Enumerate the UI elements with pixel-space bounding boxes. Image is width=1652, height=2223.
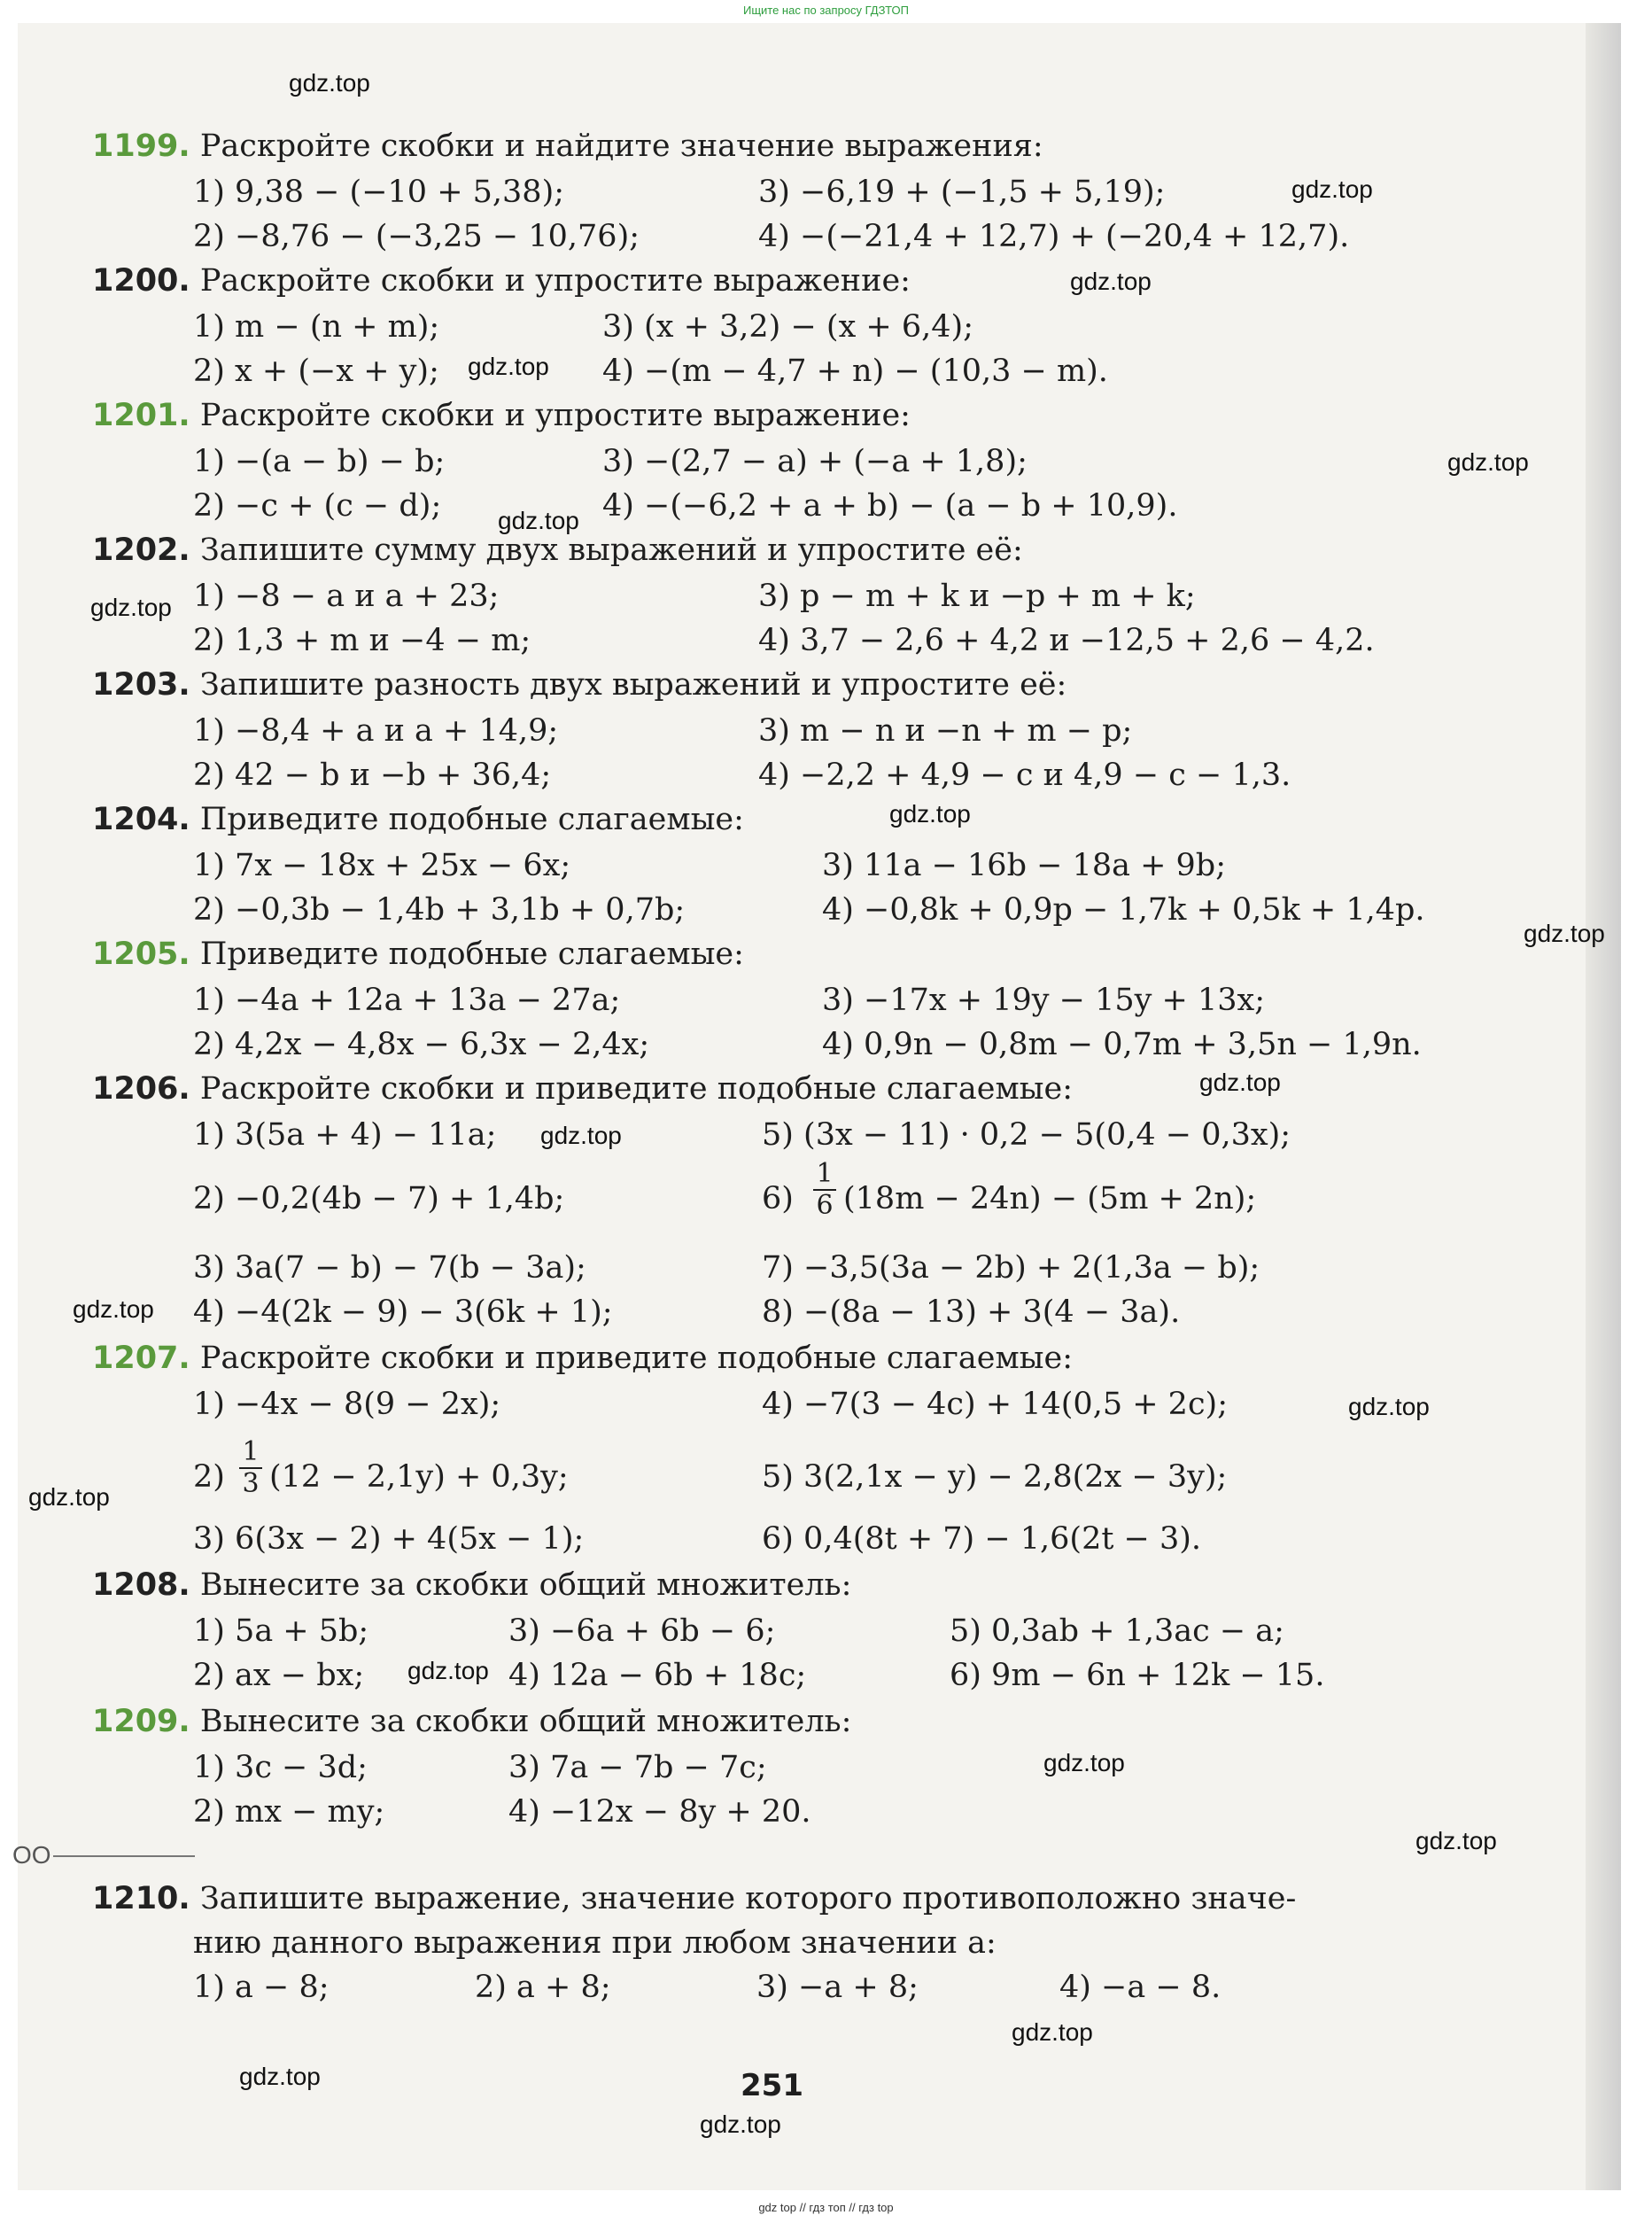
problem-item: 3) −a + 8; [756, 1970, 919, 2005]
watermark: gdz.top [90, 594, 172, 621]
watermark: gdz.top [1415, 1827, 1497, 1854]
problem-item: 4) 0,9n − 0,8m − 0,7m + 3,5n − 1,9n. [822, 1027, 1422, 1062]
problem-item: 1) 3c − 3d; [193, 1750, 368, 1785]
watermark: gdz.top [239, 2063, 321, 2090]
watermark: gdz.top [1348, 1393, 1430, 1420]
problem-number: 1203. [92, 667, 190, 703]
watermark: gdz.top [498, 507, 579, 534]
problem-item: 2) −0,2(4b − 7) + 1,4b; [193, 1181, 565, 1216]
problem-item: 1) −8 − a и a + 23; [193, 579, 500, 614]
problem-item: 4) −a − 8. [1059, 1970, 1222, 2005]
problem-item: 3) −17x + 19y − 15y + 13x; [822, 983, 1266, 1018]
problem-item: 3) p − m + k и −p + m + k; [758, 579, 1196, 614]
problem-item: 1) −8,4 + a и a + 14,9; [193, 713, 559, 749]
problem-item: 2) [193, 1459, 225, 1495]
problem-number: 1204. [92, 802, 190, 837]
problem-title: Запишите сумму двух выражений и упростите её: [199, 532, 1023, 568]
fraction-numerator: 1 [239, 1439, 262, 1469]
problem-item: 5) 0,3ab + 1,3ac − a; [950, 1613, 1284, 1649]
fraction-denominator: 6 [816, 1190, 834, 1221]
problem-item: 1) m − (n + m); [193, 309, 440, 345]
problem-item: 3) 7a − 7b − 7c; [508, 1750, 767, 1785]
problem-title: Раскройте скобки и приведите подобные слагаемые: [199, 1071, 1074, 1107]
problem-item: 5) (3x − 11) · 0,2 − 5(0,4 − 0,3x); [762, 1117, 1291, 1153]
watermark: gdz.top [1524, 920, 1605, 947]
problem-title: Запишите разность двух выражений и упростите её: [199, 667, 1067, 703]
problem-title-continued: нию данного выражения при любом значении a: [193, 1925, 997, 1961]
problem-item: 2) ax − bx; [193, 1658, 365, 1693]
problem-title: Приведите подобные слагаемые: [199, 937, 744, 972]
fraction-denominator: 3 [242, 1468, 260, 1499]
watermark: gdz.top [468, 353, 549, 380]
problem-1207-heading [92, 1343, 1073, 1374]
problem-item: (12 − 2,1y) + 0,3y; [269, 1459, 569, 1495]
problem-item: 1) −4x − 8(9 − 2x); [193, 1387, 501, 1422]
problem-1202-heading [92, 532, 1023, 568]
problem-item: 3) −6,19 + (−1,5 + 5,19); [758, 175, 1166, 210]
problem-item: 4) −2,2 + 4,9 − c и 4,9 − c − 1,3. [758, 758, 1291, 793]
divider [53, 1855, 195, 1857]
watermark: gdz.top [540, 1122, 622, 1149]
bottom-banner: gdz top // гдз топ // гдз top [758, 2201, 894, 2214]
problem-item: 1) 3(5a + 4) − 11a; [193, 1117, 497, 1153]
problem-item: 3) 11a − 16b − 18a + 9b; [822, 848, 1226, 883]
problem-item: 1) −(a − b) − b; [193, 444, 446, 479]
watermark: gdz.top [1291, 175, 1373, 203]
watermark: gdz.top [1447, 448, 1529, 476]
problem-item: 5) 3(2,1x − y) − 2,8(2x − 3y); [762, 1459, 1228, 1495]
problem-item: 4) 12a − 6b + 18c; [508, 1658, 807, 1693]
problem-title: Раскройте скобки и найдите значение выражения: [199, 128, 1043, 164]
problem-item: 2) a + 8; [475, 1970, 611, 2005]
problem-item: 6) 0,4(8t + 7) − 1,6(2t − 3). [762, 1521, 1202, 1557]
problem-item: 2) −c + (c − d); [193, 488, 442, 524]
problem-title: Запишите выражение, значение которого противоположно значе- [199, 1881, 1297, 1916]
margin-symbol: OO [12, 1841, 51, 1869]
problem-title: Вынесите за скобки общий множитель: [199, 1567, 852, 1603]
problem-item: 2) 42 − b и −b + 36,4; [193, 758, 552, 793]
problem-number: 1201. [92, 398, 190, 433]
problem-item: 1) 9,38 − (−10 + 5,38); [193, 175, 565, 210]
problem-1199-heading [92, 128, 1043, 164]
problem-item: 2) mx − my; [193, 1794, 385, 1830]
problem-item: 2) −0,3b − 1,4b + 3,1b + 0,7b; [193, 892, 686, 928]
problem-item: 8) −(8a − 13) + 3(4 − 3a). [762, 1294, 1181, 1330]
problem-number: 1206. [92, 1071, 190, 1107]
problem-number: 1210. [92, 1881, 190, 1916]
watermark: gdz.top [700, 2110, 781, 2138]
watermark: gdz.top [889, 800, 971, 828]
problem-number: 1208. [92, 1567, 190, 1603]
problem-item: 6) 9m − 6n + 12k − 15. [950, 1658, 1325, 1693]
watermark: gdz.top [28, 1483, 110, 1511]
problem-1206-heading [92, 1071, 1074, 1107]
watermark: gdz.top [1043, 1749, 1125, 1776]
problem-number: 1205. [92, 937, 190, 972]
problem-title: Вынесите за скобки общий множитель: [199, 1704, 852, 1739]
problem-item: 4) −(−6,2 + a + b) − (a − b + 10,9). [602, 488, 1178, 524]
problem-title: Раскройте скобки и упростите выражение: [199, 398, 911, 433]
page-edge-shadow [1586, 23, 1621, 2190]
problem-title: Раскройте скобки и приведите подобные слагаемые: [199, 1341, 1074, 1376]
page-number: 251 [741, 2068, 803, 2103]
fraction-numerator: 1 [813, 1161, 836, 1191]
problem-number: 1202. [92, 532, 190, 568]
problem-number: 1199. [92, 128, 190, 164]
problem-1209-heading [92, 1706, 851, 1737]
watermark: gdz.top [289, 69, 370, 97]
problem-title: Раскройте скобки и упростите выражение: [199, 263, 911, 299]
problem-1205-heading [92, 939, 744, 970]
problem-item: 1) 5a + 5b; [193, 1613, 369, 1649]
problem-item: 1) 7x − 18x + 25x − 6x; [193, 848, 571, 883]
problem-item: 3) (x + 3,2) − (x + 6,4); [602, 309, 973, 345]
problem-item: 3) −6a + 6b − 6; [508, 1613, 776, 1649]
problem-number: 1200. [92, 263, 190, 299]
problem-item: 3) m − n и −n + m − p; [758, 713, 1133, 749]
problem-item: 4) 3,7 − 2,6 + 4,2 и −12,5 + 2,6 − 4,2. [758, 623, 1375, 658]
watermark: gdz.top [73, 1295, 154, 1323]
problem-1208-heading [92, 1567, 852, 1603]
problem-item: 2) x + (−x + y); [193, 354, 439, 389]
problem-item: 2) −8,76 − (−3,25 − 10,76); [193, 219, 640, 254]
problem-item: 3) −(2,7 − a) + (−a + 1,8); [602, 444, 1028, 479]
watermark: gdz.top [1012, 2018, 1093, 2046]
problem-1203-heading [92, 667, 1067, 703]
textbook-page [18, 23, 1612, 2190]
problem-1200-heading [92, 263, 911, 299]
problem-1204-heading [92, 804, 744, 836]
problem-item: (18m − 24n) − (5m + 2n); [843, 1181, 1257, 1216]
problem-item: 4) −4(2k − 9) − 3(6k + 1); [193, 1294, 613, 1330]
problem-item: 4) −0,8k + 0,9p − 1,7k + 0,5k + 1,4p. [822, 892, 1425, 928]
fraction [239, 1436, 262, 1499]
fraction [813, 1158, 836, 1221]
problem-item: 4) −(−21,4 + 12,7) + (−20,4 + 12,7). [758, 219, 1350, 254]
watermark: gdz.top [1070, 268, 1152, 295]
problem-1201-heading [92, 400, 911, 431]
problem-item: 2) 1,3 + m и −4 − m; [193, 623, 531, 658]
problem-item: 6) [762, 1181, 794, 1216]
top-banner: Ищите нас по запросу ГДЗТОП [742, 4, 909, 17]
problem-item: 1) −4a + 12a + 13a − 27a; [193, 983, 621, 1018]
watermark: gdz.top [407, 1657, 489, 1684]
problem-title: Приведите подобные слагаемые: [199, 802, 744, 837]
problem-item: 2) 4,2x − 4,8x − 6,3x − 2,4x; [193, 1027, 650, 1062]
problem-item: 4) −7(3 − 4c) + 14(0,5 + 2c); [762, 1387, 1228, 1422]
problem-number: 1209. [92, 1704, 190, 1739]
watermark: gdz.top [1199, 1069, 1281, 1096]
problem-item: 1) a − 8; [193, 1970, 330, 2005]
problem-item: 4) −(m − 4,7 + n) − (10,3 − m). [602, 354, 1108, 389]
problem-item: 7) −3,5(3a − 2b) + 2(1,3a − b); [762, 1250, 1260, 1286]
problem-number: 1207. [92, 1341, 190, 1376]
problem-item: 4) −12x − 8y + 20. [508, 1794, 811, 1830]
problem-item: 3) 3a(7 − b) − 7(b − 3a); [193, 1250, 586, 1286]
problem-1210-heading [92, 1881, 1297, 1916]
problem-item: 3) 6(3x − 2) + 4(5x − 1); [193, 1521, 585, 1557]
